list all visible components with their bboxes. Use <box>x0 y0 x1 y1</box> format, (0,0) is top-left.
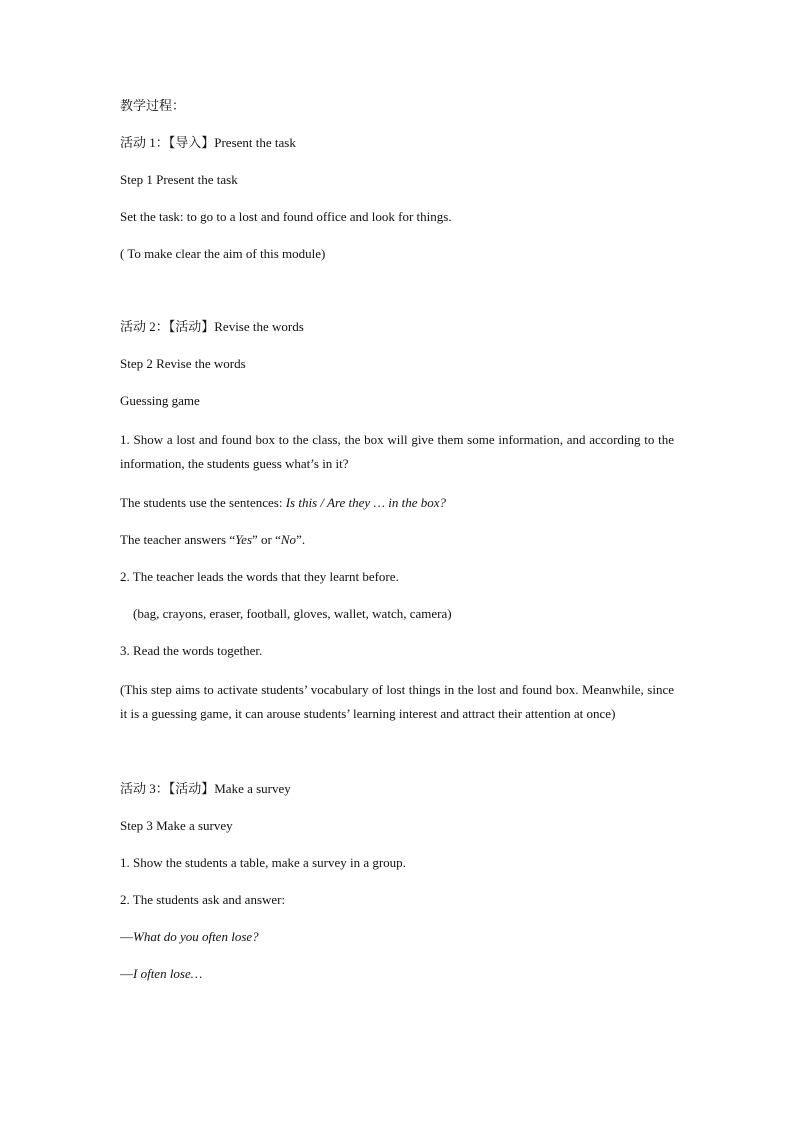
sentences-pattern: Is this / Are they … in the box? <box>285 495 447 510</box>
activity-3-question <box>120 927 674 947</box>
activity-1-step: Step 1 Present the task <box>120 172 238 187</box>
activity-2-words: (bag, crayons, eraser, football, gloves, wallet, watch, camera) <box>133 606 452 621</box>
activity-3-answer <box>120 964 674 984</box>
activity-2-step: Step 2 Revise the words <box>120 356 246 371</box>
activity-3-step: Step 3 Make a survey <box>120 818 233 833</box>
activity-2-heading: 活动 2：【活动】Revise the words <box>120 319 304 334</box>
activity-1-task: Set the task: to go to a lost and found office and look for things. <box>120 209 452 224</box>
answer-yes: Yes <box>235 532 253 547</box>
activity-2-item-1: 1. Show a lost and found box to the class, the box will give them some information, and according to the information, the students guess what’s in it? <box>120 432 674 471</box>
activity-2-note: (This step aims to activate students’ vocabulary of lost things in the lost and found box. Meanwhile, since it is a guessing game, it can arouse students’ learning interest and attract their attention at once) <box>120 682 674 721</box>
activity-1-heading: 活动 1：【导入】Present the task <box>120 135 296 150</box>
answer-prefix: The teacher answers “ <box>120 532 236 547</box>
document-body <box>120 96 674 1001</box>
activity-3-heading: 活动 3：【活动】Make a survey <box>120 781 291 796</box>
question-dash: — <box>120 929 133 944</box>
activity-2-item-2: 2. The teacher leads the words that they learnt before. <box>120 569 399 584</box>
answer-mid: ” or “ <box>252 532 281 547</box>
sentences-prefix: The students use the sentences: <box>120 495 286 510</box>
answer-text: I often lose… <box>133 966 203 981</box>
activity-2-item-3: 3. Read the words together. <box>120 643 263 658</box>
spacer <box>120 281 674 317</box>
activity-3-item-1: 1. Show the students a table, make a survey in a group. <box>120 855 406 870</box>
section-intro: 教学过程： <box>120 98 186 113</box>
activity-3-item-2: 2. The students ask and answer: <box>120 892 286 907</box>
answer-dash: — <box>120 966 133 981</box>
activity-2-sentences <box>120 493 674 513</box>
answer-no: No <box>280 532 297 547</box>
activity-1-aim: ( To make clear the aim of this module) <box>120 246 326 261</box>
question-text: What do you often lose? <box>133 929 259 944</box>
activity-2-teacher-answer <box>120 530 674 550</box>
spacer <box>120 743 674 779</box>
activity-2-game: Guessing game <box>120 393 200 408</box>
answer-suffix: ”. <box>296 532 306 547</box>
